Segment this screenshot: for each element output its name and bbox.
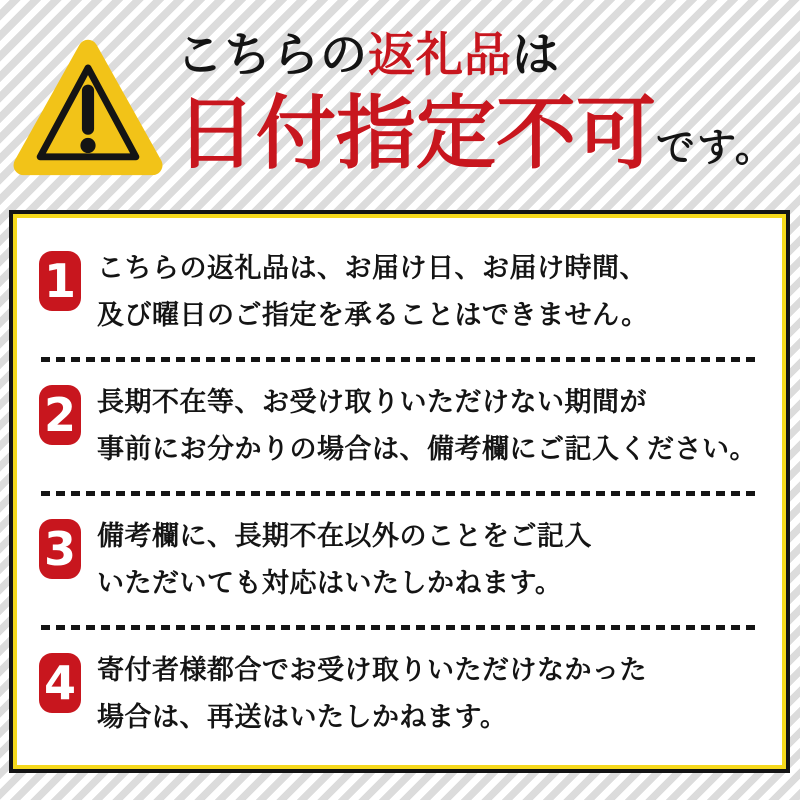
notice-item-4-line2: 場合は、再送はいたしかねます。 [97, 702, 508, 733]
notice-item-1-line2: 及び曜日のご指定を承ることはできません。 [97, 300, 649, 331]
warning-triangle-icon [12, 36, 164, 188]
header [0, 0, 800, 210]
number-badge-3: 3 [39, 519, 81, 579]
header-line1-post: は [512, 28, 560, 83]
number-badge-2: 2 [39, 385, 81, 445]
notice-item-1-text [97, 245, 649, 339]
number-badge-4: 4 [39, 653, 81, 713]
notice-item-2-line2: 事前にお分かりの場合は、備考欄にご記入ください。 [97, 434, 757, 465]
header-line2-main: 日付指定不可 [176, 87, 656, 180]
header-line2 [176, 88, 776, 202]
header-line1-highlight: 返礼品 [368, 28, 512, 83]
notice-item-3 [29, 496, 768, 625]
notice-item-2-text [97, 379, 757, 473]
notice-item-3-line1: 備考欄に、長期不在以外のことをご記入 [97, 521, 592, 552]
notice-item-1-line1: こちらの返礼品は、お届け日、お届け時間、 [97, 253, 647, 284]
notice-item-4 [29, 630, 768, 759]
header-line2-suffix: です。 [656, 126, 776, 171]
notice-item-3-line2: いただいても対応はいたしかねます。 [97, 568, 563, 599]
header-line1-pre: こちらの [176, 28, 368, 83]
notice-item-4-line1: 寄付者様都合でお受け取りいただけなかった [97, 655, 647, 686]
header-text [176, 26, 776, 202]
notice-item-2-line1: 長期不在等、お受け取りいただけない期間が [97, 387, 647, 418]
notice-item-3-text [97, 513, 592, 607]
notice-item-2 [29, 362, 768, 491]
notice-item-4-text [97, 647, 647, 741]
header-line1 [176, 26, 776, 86]
notice-box [9, 210, 790, 773]
notice-item-1 [29, 228, 768, 357]
number-badge-1: 1 [39, 251, 81, 311]
